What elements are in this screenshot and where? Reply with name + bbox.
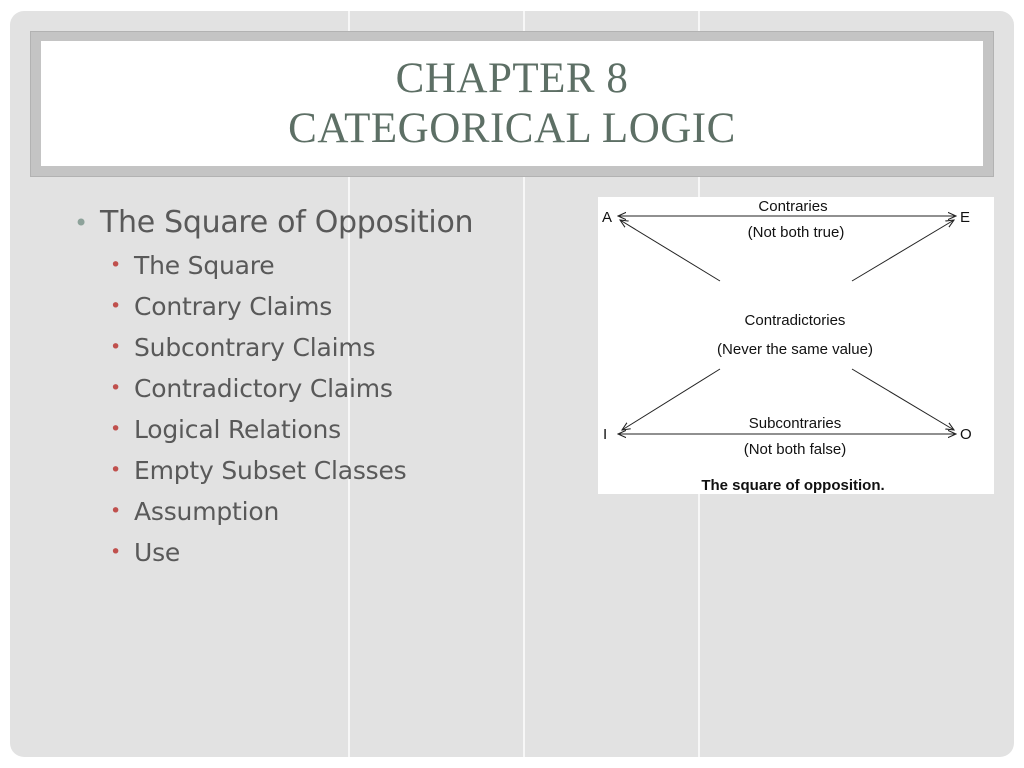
sub-bullet-text: Use [134,538,181,567]
title-frame [30,31,994,177]
sub-bullet-list [70,245,570,573]
bullet-dot-icon: • [110,500,122,522]
contradictory-arrow-i [622,369,720,430]
sub-bullet [70,532,570,573]
bullet-dot-icon: • [110,459,122,481]
bullet-dot-icon: • [110,377,122,399]
sub-bullet [70,245,570,286]
bullet-main [70,201,570,245]
sub-bullet-text: Contrary Claims [134,292,333,321]
bullet-dot-icon: • [110,295,122,317]
bullet-dot-icon: • [110,254,122,276]
bullet-dot-icon: • [110,541,122,563]
diagram-svg [598,197,994,494]
bullet-main-text: The Square of Opposition [100,205,474,240]
contraries-label: Contraries [758,198,828,215]
sub-bullet-text: Empty Subset Classes [134,456,407,485]
subcontraries-label: Subcontraries [748,415,842,432]
diagram-caption: The square of opposition. [701,477,885,494]
contradictory-arrow-a [620,220,720,281]
sub-bullet-text: Assumption [134,497,280,526]
sub-bullet [70,450,570,491]
content-placeholder[interactable] [70,201,570,573]
sub-bullet-text: Contradictory Claims [134,374,393,403]
contradictories-label: Contradictories [744,312,846,329]
corner-label-o: O [960,426,972,443]
contradictories-sub-label: (Never the same value) [717,341,873,358]
sub-bullet [70,327,570,368]
corner-label-e: E [960,209,971,226]
contraries-sub-label: (Not both true) [747,224,845,241]
sub-bullet [70,286,570,327]
title-box[interactable] [41,41,983,166]
sub-bullet [70,409,570,450]
bullet-dot-icon: • [110,336,122,358]
square-of-opposition-diagram[interactable] [598,197,994,494]
bullet-dot-icon: • [110,418,122,440]
corner-label-a: A [602,209,613,226]
sub-bullet [70,368,570,409]
corner-label-i: I [603,426,608,443]
bullet-dot-icon: • [74,209,88,237]
sub-bullet-text: Subcontrary Claims [134,333,376,362]
subcontraries-sub-label: (Not both false) [743,441,847,458]
sub-bullet-text: Logical Relations [134,415,341,444]
title-line-1: CHAPTER 8 [395,54,629,102]
slide [10,11,1014,757]
contradictory-arrow-o [852,369,954,430]
sub-bullet-text: The Square [134,251,275,280]
title-line-2: CATEGORICAL LOGIC [288,104,736,152]
contradictory-arrow-e [852,220,954,281]
sub-bullet [70,491,570,532]
